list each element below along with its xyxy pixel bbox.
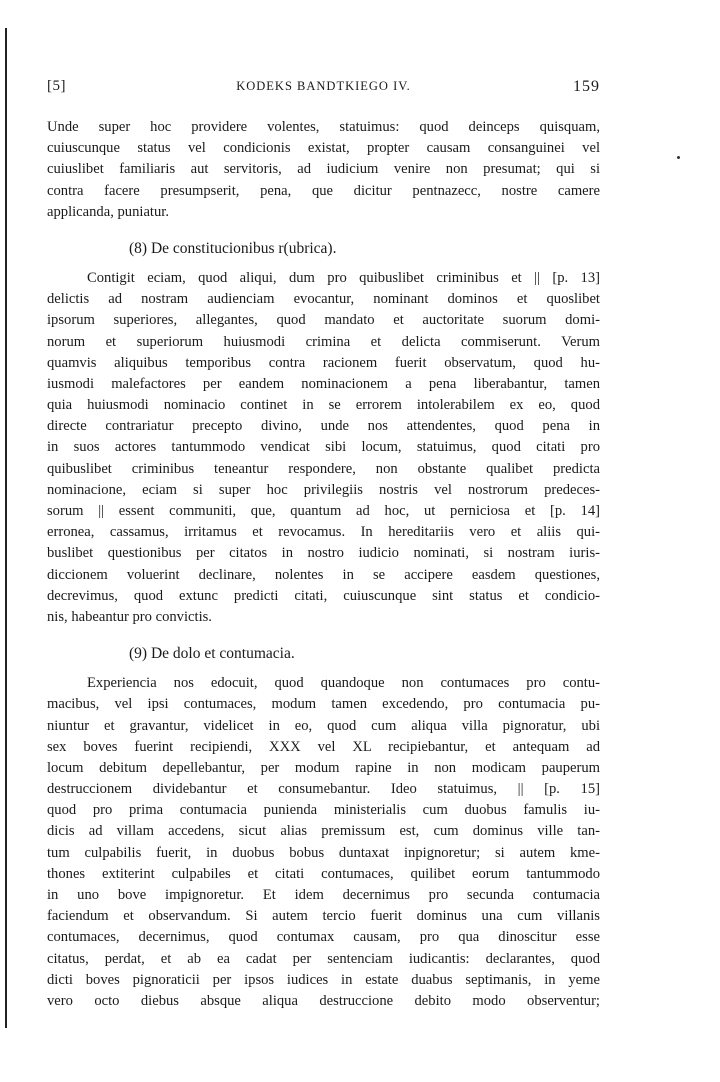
page-number: 159	[573, 78, 600, 95]
text-line: delictis ad nostram audienciam evocantur, nominant dominos et quoslibet	[47, 291, 600, 308]
text-line: norum et superiorum huiusmodi crimina et delicta commiserunt. Verum	[47, 333, 600, 350]
text-line: locum debitum depellebantur, per modum rapine in non modicam pauperum	[47, 759, 600, 776]
text-line: directe contrariatur precepto divino, unde nos attendentes, quod pena in	[47, 418, 600, 435]
page-binding-edge	[5, 28, 7, 1028]
text-line: contumaces, decernimus, quod contumax causam, pro qua dinoscitur esse	[47, 929, 600, 946]
text-line: faciendum et observandum. Si autem tercio fuerit dominus una cum villanis	[47, 908, 600, 925]
text-line: applicanda, puniatur.	[47, 203, 169, 220]
body-text	[47, 117, 600, 1012]
text-line: in uno bove impignoretur. Et idem decernimus pro secunda contumacia	[47, 887, 600, 903]
text-line: diccionem voluerint declinare, nolentes in se accipere easdem questiones,	[47, 566, 600, 583]
text-line: niuntur et gravantur, videlicet in eo, quod cum aliqua villa pignoratur, ubi	[47, 717, 600, 734]
text-line: macibus, vel ipsi contumaces, modum tamen excedendo, pro contumacia pu-	[47, 696, 600, 713]
text-line: quamvis aliquibus temporibus contra racionem fuerit observatum, quod hu-	[47, 354, 600, 371]
text-line: Experiencia nos edocuit, quod quandoque non contumaces pro contu-	[87, 675, 600, 692]
text-line: erronea, cassamus, irritamus et revocamus. In hereditariis vero et aliis qui-	[47, 524, 600, 541]
text-line: dicti boves pignoraticii per ipsos iudices in estate duabus septimanis, in yeme	[47, 971, 600, 988]
text-line: cuiuslibet familiaris aut servitoris, ad iudicium venire non presumat; qui si	[47, 161, 600, 178]
section-number: [5]	[47, 78, 66, 94]
text-line: nominacione, eciam si super hoc privilegiis nostris vel nostrorum predeces-	[47, 481, 600, 498]
text-line: vero octo diebus absque aliqua destruccione debito modo observentur;	[47, 992, 600, 1009]
text-line: decrevimus, quod extunc predicti citati, cuiuscunque sint status et condicio-	[47, 587, 600, 604]
running-title: KODEKS BANDTKIEGO IV.	[236, 79, 411, 93]
text-line: in suos actores tantummodo vendicat sibi locum, statuimus, quod citati pro	[47, 439, 600, 456]
text-line: nis, habeantur pro convictis.	[47, 608, 212, 625]
text-line: buslibet questionibus per citatos in nostro iudicio nominati, si nostram iuris-	[47, 545, 600, 562]
text-line: quibuslibet criminibus teneantur respondere, non obstante qualibet predicta	[47, 460, 600, 477]
text-line: Contigit eciam, quod aliqui, dum pro quibuslibet criminibus et || [p. 13]	[87, 269, 600, 286]
text-line: sex boves fuerint recipiendi, XXX vel XL recipiebantur, et antequam ad	[47, 738, 600, 755]
text-line: contra facere presumpserit, pena, que dicitur pentnazecc, nostre camere	[47, 182, 600, 199]
text-line: iusmodi malefactores per eandem nominacionem a pena liberabantur, tamen	[47, 375, 600, 392]
paragraph	[47, 268, 600, 628]
text-line: sorum || essent communiti, que, quantum ad hoc, ut perniciosa et [p. 14]	[47, 503, 600, 519]
text-line: tum culpabilis fuerit, in duobus bobus duntaxat inpignoretur; si autem kme-	[47, 844, 600, 861]
running-header	[47, 78, 600, 100]
text-line: quod pro prima contumacia punienda ministerialis cum duobus famulis iu-	[47, 802, 600, 819]
text-line: ipsorum superiores, allegantes, quod mandato et auctoritate suorum domi-	[47, 312, 600, 329]
text-line: thones extiterint culpabiles et citati contumaces, quilibet eorum tantummodo	[47, 865, 600, 882]
text-line: destruccionem dividebantur et consumebantur. Ideo statuimus, || [p. 15]	[47, 781, 600, 798]
text-line: citatus, perdat, et ab ea cadat per sentenciam iudicantis: declarantes, quod	[47, 950, 600, 967]
section-heading: (9) De dolo et contumacia.	[129, 645, 295, 663]
paragraph	[47, 117, 600, 223]
text-line: Unde super hoc providere volentes, statuimus: quod deinceps quisquam,	[47, 119, 600, 135]
text-line: quia huiusmodi nominacio continet in se errorem intolerabilem ex eo, quod	[47, 397, 600, 414]
paragraph	[47, 673, 600, 1012]
section-heading: (8) De constitucionibus r(ubrica).	[129, 239, 337, 257]
text-line: dicis ad villam accedens, sicut alias premissum est, cum dominus ville tan-	[47, 823, 600, 840]
text-line: cuiuscunque status vel condicionis existat, propter causam consanguinei vel	[47, 140, 600, 157]
margin-mark	[677, 156, 680, 159]
